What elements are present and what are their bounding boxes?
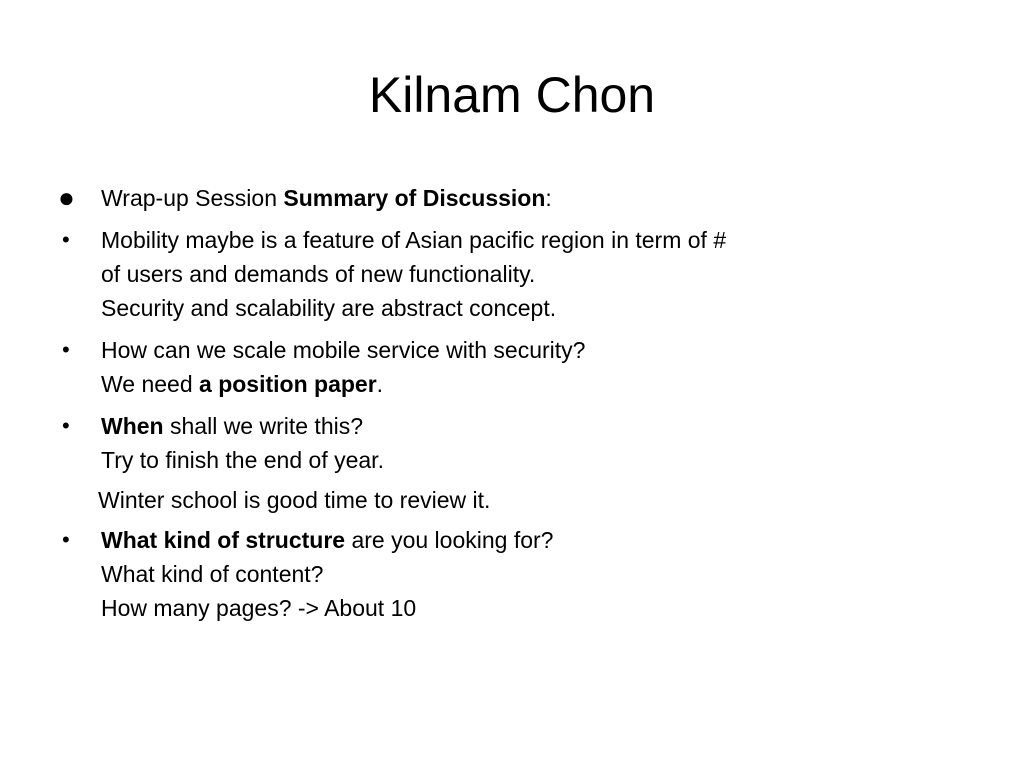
bullet-item <box>60 409 960 477</box>
bullet-text: We need <box>101 371 200 397</box>
bullet-line: What kind of content? <box>101 561 324 587</box>
bullet-marker: • <box>62 527 70 552</box>
bullet-line: How many pages? -> About 10 <box>101 595 417 621</box>
bullet-marker: ● <box>58 182 75 213</box>
bullet-line: Try to finish the end of year. <box>101 447 384 473</box>
bullet-text: . <box>376 371 384 397</box>
bullet-line: of users and demands of new functionality. <box>101 261 536 287</box>
bullet-item <box>60 223 960 325</box>
bullet-emphasis: Summary of Discussion <box>283 185 546 211</box>
bullet-emphasis: a position paper <box>199 371 377 397</box>
bullet-line: How can we scale mobile service with security? <box>101 337 586 363</box>
bullet-line: Security and scalability are abstract concept. <box>101 295 557 321</box>
bullet-line <box>101 523 960 557</box>
bullet-text: are you looking for? <box>345 527 554 553</box>
bullet-text: : <box>545 185 552 211</box>
bullet-marker: • <box>62 227 70 252</box>
bullet-line <box>101 409 960 443</box>
bullet-marker: • <box>62 337 70 362</box>
bullet-list <box>60 181 960 633</box>
bullet-line <box>101 181 960 215</box>
bullet-emphasis: What kind of structure <box>101 527 346 553</box>
bullet-marker: • <box>62 413 70 438</box>
bullet-line <box>101 367 960 401</box>
bullet-emphasis: When <box>101 413 164 439</box>
bullet-line: Winter school is good time to review it. <box>98 487 491 513</box>
bullet-line: Mobility maybe is a feature of Asian pacific region in term of # <box>101 227 727 253</box>
bullet-text: Wrap-up Session <box>101 185 284 211</box>
bullet-item <box>60 523 960 625</box>
slide-title: Kilnam Chon <box>368 67 656 123</box>
bullet-text: shall we write this? <box>163 413 364 439</box>
bullet-item <box>60 181 960 215</box>
bullet-item <box>60 333 960 401</box>
bullet-item <box>60 483 960 517</box>
